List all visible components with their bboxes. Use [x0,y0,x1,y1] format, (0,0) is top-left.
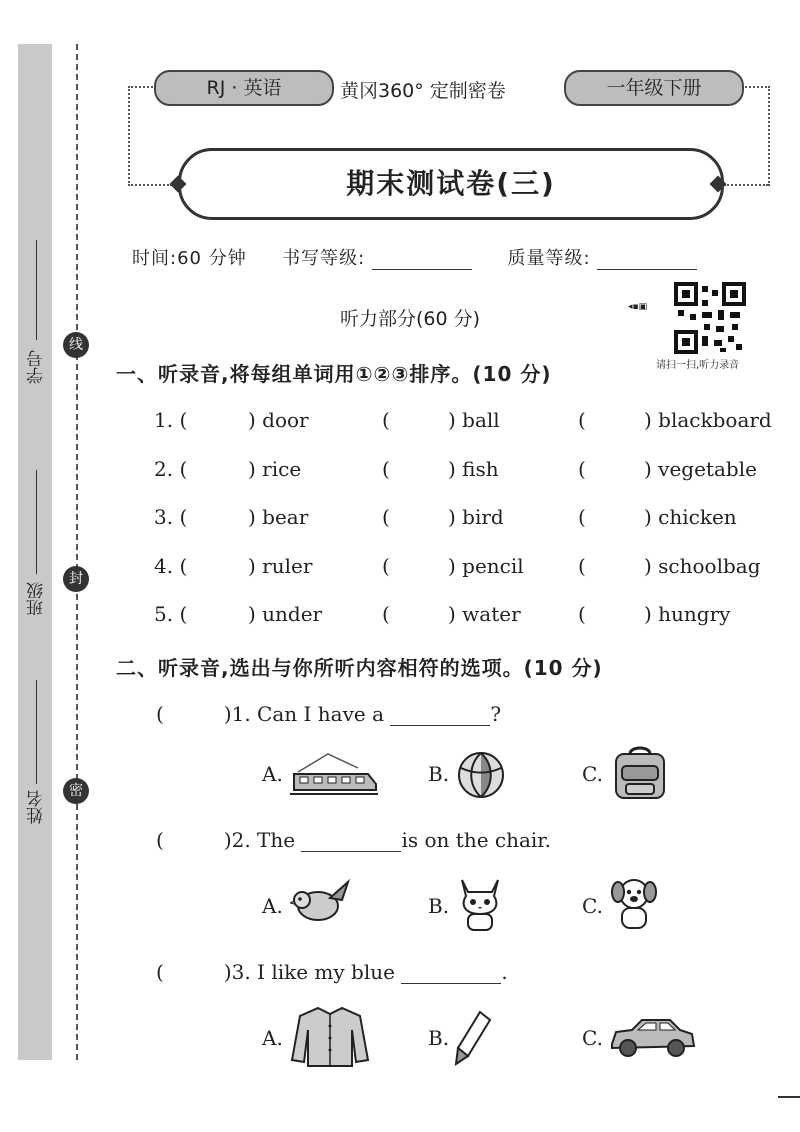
word-3: ) vegetable [644,457,757,481]
word-1: ) door [248,408,309,432]
seal-secret: 密 [63,778,89,804]
item-number[interactable]: 1. ( [154,408,188,432]
page-number-mark [778,1096,800,1098]
word-1: ) under [248,602,323,626]
writing-grade-blank[interactable] [372,269,472,270]
answer-paren-open[interactable]: ( [382,457,390,481]
bird-icon[interactable] [290,878,354,928]
seal-seal: 封 [63,566,89,592]
question-1-prefix: )1. Can I have a [223,702,384,726]
question-2-suffix: is on the chair. [401,828,552,852]
name-blank[interactable] [36,680,37,784]
car-icon[interactable] [608,1014,696,1060]
seal-line: 线 [63,332,89,358]
student-no-blank[interactable] [36,240,37,340]
ball-icon[interactable] [456,750,506,800]
cut-line [76,44,78,1060]
section-2-title: 二、听录音,选出与你所听内容相符的选项。(10 分) [116,656,603,680]
answer-paren-open[interactable]: ( [382,505,390,529]
question-3-blank [401,983,501,984]
option-c-label[interactable]: C. [582,762,603,786]
answer-paren-open[interactable]: ( [382,602,390,626]
time-info: 时间:60 分钟 [132,248,247,269]
item-number[interactable]: 2. ( [154,457,188,481]
word-3: ) blackboard [644,408,772,432]
question-2 [156,828,551,852]
train-icon[interactable] [288,748,380,798]
header-dotted-left [128,86,156,186]
listening-title: 听力部分(60 分) [340,308,481,330]
word-3: ) chicken [644,505,737,529]
name-label: 姓名 [27,790,47,824]
question-3-suffix: . [501,960,508,984]
binding-strip [18,44,52,1060]
qr-code-icon[interactable] [674,282,746,354]
answer-paren-open[interactable]: ( [578,602,586,626]
student-no-label: 学号 [27,350,47,384]
quality-grade-label: 质量等级: [507,248,591,269]
answer-paren-open[interactable]: ( [382,408,390,432]
cat-icon[interactable] [454,872,506,934]
writing-grade-label: 书写等级: [282,248,366,269]
title-dotted-right [724,184,768,186]
question-1-suffix: ? [490,702,502,726]
class-label: 班级 [27,582,47,616]
answer-paren-open[interactable]: ( [578,554,586,578]
list-item [0,457,800,487]
word-2: ) bird [448,505,504,529]
list-item [0,505,800,535]
word-3: ) schoolbag [644,554,761,578]
option-a-label[interactable]: A. [262,894,283,918]
option-a-label[interactable]: A. [262,762,283,786]
pencil-icon[interactable] [454,1008,494,1066]
list-item [0,602,800,632]
header-dotted-right [742,86,770,186]
word-2: ) ball [448,408,500,432]
word-1: ) bear [248,505,309,529]
item-number[interactable]: 5. ( [154,602,188,626]
answer-paren-open[interactable]: ( [156,828,164,852]
section-1-title: 一、听录音,将每组单词用①②③排序。(10 分) [116,362,552,386]
word-2: ) fish [448,457,499,481]
item-number[interactable]: 4. ( [154,554,188,578]
question-2-blank [301,851,401,852]
answer-paren-open[interactable]: ( [156,702,164,726]
word-2: ) water [448,602,521,626]
list-item [0,408,800,438]
option-c-label[interactable]: C. [582,894,603,918]
question-1-blank [390,725,490,726]
subject-pill: RJ · 英语 [154,70,334,106]
question-3 [156,960,508,984]
title-dotted-left [128,184,172,186]
word-3: ) hungry [644,602,731,626]
option-b-label[interactable]: B. [428,894,450,918]
question-2-prefix: )2. The [223,828,296,852]
dog-icon[interactable] [608,872,660,934]
quality-grade-blank[interactable] [597,269,697,270]
option-c-label[interactable]: C. [582,1026,603,1050]
question-1 [156,702,501,726]
page-title: 期末测试卷(三) [178,148,724,220]
answer-paren-open[interactable]: ( [578,457,586,481]
answer-paren-open[interactable]: ( [382,554,390,578]
answer-paren-open[interactable]: ( [578,408,586,432]
qr-caption: 请扫一扫,听力录音 [656,360,740,371]
option-a-label[interactable]: A. [262,1026,283,1050]
series-name: 黄冈360° 定制密卷 [340,80,506,102]
shirt-icon[interactable] [290,1004,370,1068]
word-1: ) ruler [248,554,313,578]
word-2: ) pencil [448,554,524,578]
speaker-icon: ◂▪▣ [628,302,648,312]
option-b-label[interactable]: B. [428,1026,450,1050]
answer-paren-open[interactable]: ( [578,505,586,529]
grade-pill: 一年级下册 [564,70,744,106]
item-number[interactable]: 3. ( [154,505,188,529]
answer-paren-open[interactable]: ( [156,960,164,984]
question-3-prefix: )3. I like my blue [223,960,395,984]
schoolbag-icon[interactable] [608,744,672,804]
word-1: ) rice [248,457,302,481]
exam-info [132,244,697,270]
option-b-label[interactable]: B. [428,762,450,786]
list-item [0,554,800,584]
